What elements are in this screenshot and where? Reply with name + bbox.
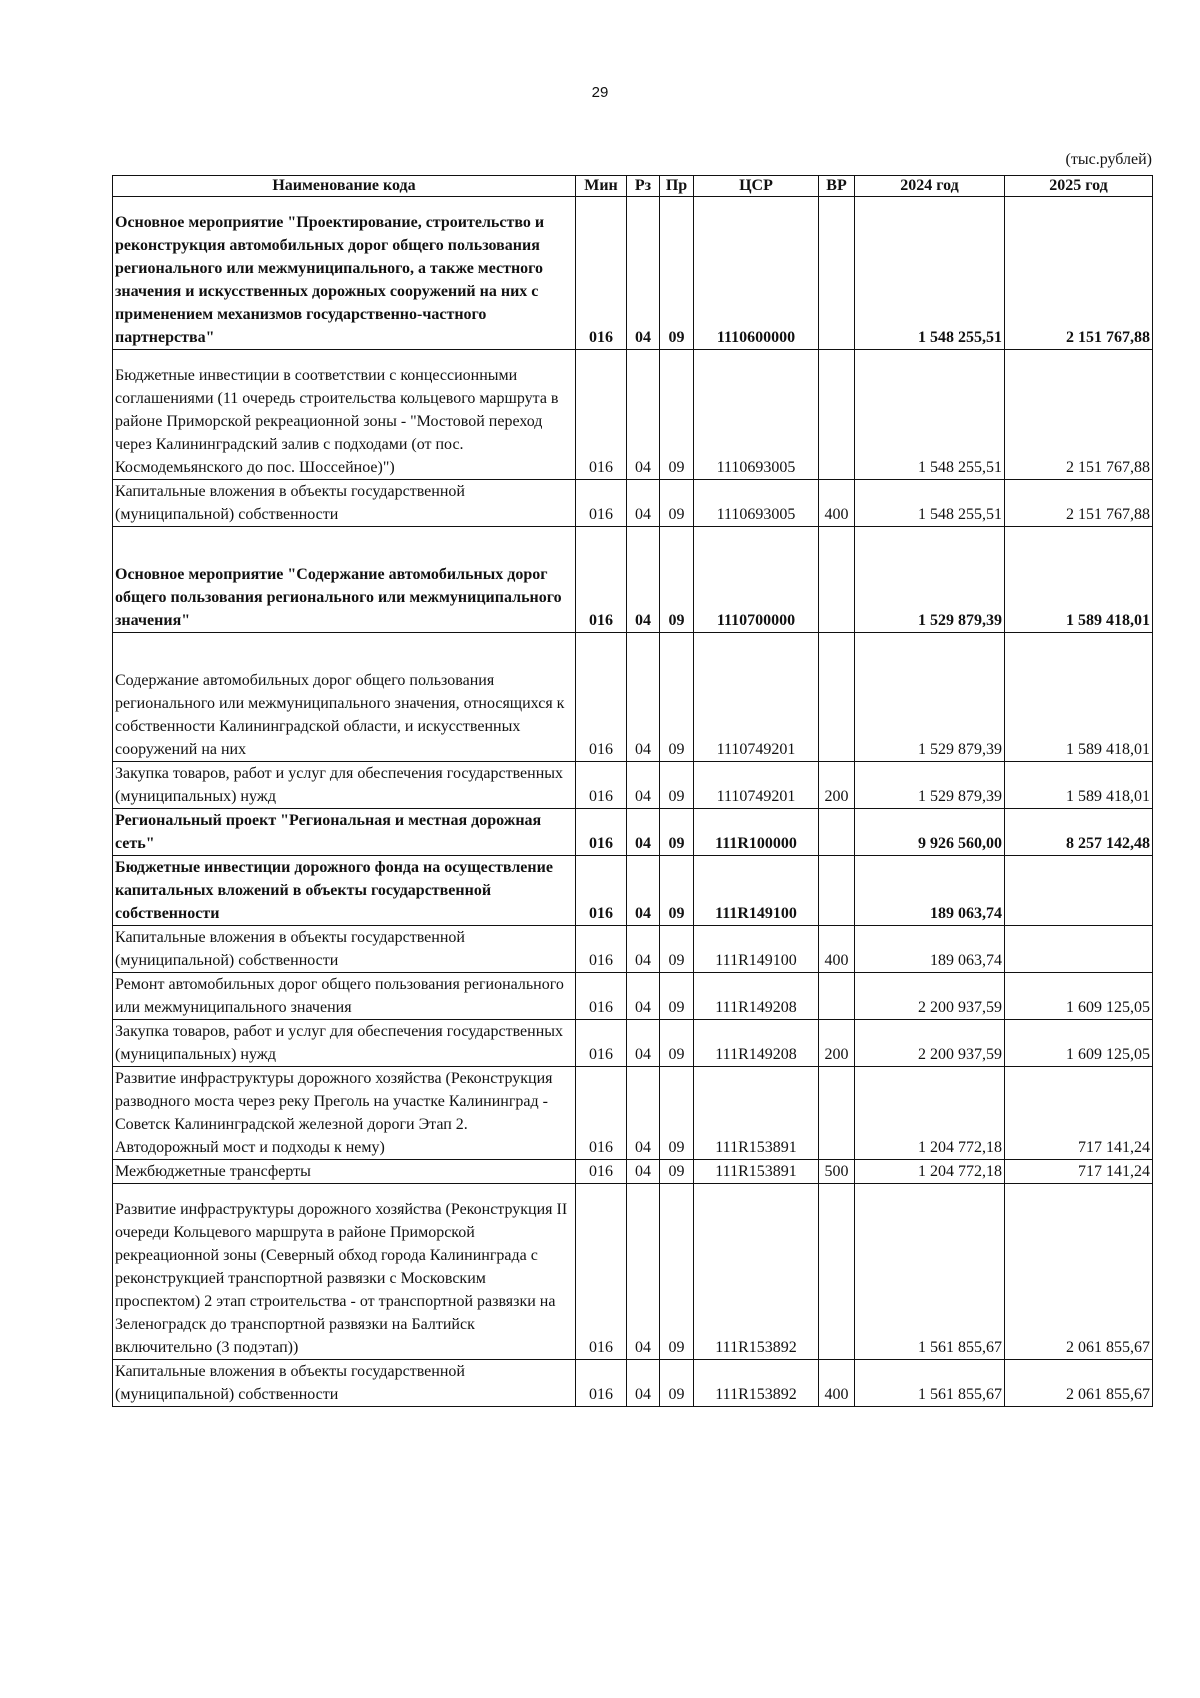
table-row	[113, 527, 1153, 633]
row-vr: 400	[819, 1360, 855, 1407]
row-rz: 04	[627, 480, 660, 527]
row-2025: 717 141,24	[1005, 1067, 1153, 1160]
row-name: Развитие инфраструктуры дорожного хозяйства (Реконструкция II очереди Кольцевого маршрута в районе Приморской рекреационной зоны (Северный обход города Калининграда с реконструкцией транспортной развязки с Московским проспектом) 2 этап строительства - от транспортной развязки на Зеленоградск до транспортной развязки на Балтийск включительно (3 подэтап))	[113, 1184, 576, 1360]
header-2025: 2025 год	[1005, 176, 1153, 197]
row-2024: 1 204 772,18	[855, 1160, 1005, 1184]
row-2024: 2 200 937,59	[855, 973, 1005, 1020]
row-pr: 09	[660, 197, 694, 350]
row-min: 016	[576, 1160, 627, 1184]
row-2024: 1 548 255,51	[855, 480, 1005, 527]
row-min: 016	[576, 762, 627, 809]
row-2025: 717 141,24	[1005, 1160, 1153, 1184]
row-name: Содержание автомобильных дорог общего пользования регионального или межмуниципального значения, относящихся к собственности Калининградской области, и искусственных сооружений на них	[113, 633, 576, 762]
table-row	[113, 480, 1153, 527]
row-csr: 1110693005	[694, 350, 819, 480]
row-2024: 9 926 560,00	[855, 809, 1005, 856]
row-2024: 189 063,74	[855, 926, 1005, 973]
row-min: 016	[576, 926, 627, 973]
row-name: Капитальные вложения в объекты государственной (муниципальной) собственности	[113, 1360, 576, 1407]
units-label: (тыс.рублей)	[1065, 151, 1152, 168]
row-pr: 09	[660, 856, 694, 926]
row-min: 016	[576, 856, 627, 926]
row-2025: 8 257 142,48	[1005, 809, 1153, 856]
row-min: 016	[576, 1360, 627, 1407]
header-csr: ЦСР	[694, 176, 819, 197]
header-vr: ВР	[819, 176, 855, 197]
row-vr: 400	[819, 480, 855, 527]
row-rz: 04	[627, 1360, 660, 1407]
row-2025: 2 151 767,88	[1005, 350, 1153, 480]
row-pr: 09	[660, 1360, 694, 1407]
row-pr: 09	[660, 527, 694, 633]
row-vr	[819, 1067, 855, 1160]
budget-table	[112, 175, 1153, 1407]
row-vr: 200	[819, 762, 855, 809]
row-vr	[819, 527, 855, 633]
row-pr: 09	[660, 1020, 694, 1067]
row-2025: 2 061 855,67	[1005, 1360, 1153, 1407]
row-min: 016	[576, 1184, 627, 1360]
row-2025: 1 589 418,01	[1005, 527, 1153, 633]
row-2024: 189 063,74	[855, 856, 1005, 926]
row-csr: 1110749201	[694, 633, 819, 762]
row-2025	[1005, 856, 1153, 926]
row-csr: 111R149208	[694, 973, 819, 1020]
header-pr: Пр	[660, 176, 694, 197]
row-rz: 04	[627, 197, 660, 350]
table-row	[113, 809, 1153, 856]
table-row	[113, 197, 1153, 350]
header-2024: 2024 год	[855, 176, 1005, 197]
row-vr: 200	[819, 1020, 855, 1067]
row-csr: 1110693005	[694, 480, 819, 527]
row-rz: 04	[627, 1184, 660, 1360]
row-name: Закупка товаров, работ и услуг для обеспечения государственных (муниципальных) нужд	[113, 1020, 576, 1067]
row-vr	[819, 1184, 855, 1360]
row-csr: 1110600000	[694, 197, 819, 350]
row-vr: 400	[819, 926, 855, 973]
header-min: Мин	[576, 176, 627, 197]
row-name: Ремонт автомобильных дорог общего пользования регионального или межмуниципального значения	[113, 973, 576, 1020]
row-2024: 1 561 855,67	[855, 1184, 1005, 1360]
row-2025: 1 609 125,05	[1005, 1020, 1153, 1067]
row-rz: 04	[627, 1020, 660, 1067]
table-row	[113, 926, 1153, 973]
row-rz: 04	[627, 1160, 660, 1184]
row-vr	[819, 973, 855, 1020]
table-row	[113, 762, 1153, 809]
page-number: 29	[591, 84, 609, 101]
row-min: 016	[576, 1067, 627, 1160]
row-2024: 1 548 255,51	[855, 197, 1005, 350]
row-min: 016	[576, 480, 627, 527]
row-2024: 1 204 772,18	[855, 1067, 1005, 1160]
row-name: Межбюджетные трансферты	[113, 1160, 576, 1184]
row-min: 016	[576, 809, 627, 856]
row-pr: 09	[660, 809, 694, 856]
header-rz: Рз	[627, 176, 660, 197]
row-csr: 111R153891	[694, 1067, 819, 1160]
row-2024: 1 529 879,39	[855, 633, 1005, 762]
row-name: Основное мероприятие "Проектирование, строительство и реконструкция автомобильных дорог общего пользования регионального или межмуниципального, а также местного значения и искусственных дорожных сооружений на них с применением механизмов государственно-частного партнерства"	[113, 197, 576, 350]
row-name: Региональный проект "Региональная и местная дорожная сеть"	[113, 809, 576, 856]
row-name: Бюджетные инвестиции в соответствии с концессионными соглашениями (11 очередь строительства кольцевого маршрута в районе Приморской рекреационной зоны - "Мостовой переход через Калининградский залив с подходами (от пос. Космодемьянского до пос. Шоссейное)")	[113, 350, 576, 480]
row-name: Капитальные вложения в объекты государственной (муниципальной) собственности	[113, 480, 576, 527]
row-2024: 2 200 937,59	[855, 1020, 1005, 1067]
header-name: Наименование кода	[113, 176, 576, 197]
row-csr: 111R149100	[694, 926, 819, 973]
row-name: Развитие инфраструктуры дорожного хозяйства (Реконструкция разводного моста через реку Преголь на участке Калининград - Советск Калининградской железной дороги Этап 2. Автодорожный мост и подходы к нему)	[113, 1067, 576, 1160]
row-2024: 1 529 879,39	[855, 762, 1005, 809]
row-2024: 1 548 255,51	[855, 350, 1005, 480]
table-row	[113, 1184, 1153, 1360]
row-min: 016	[576, 350, 627, 480]
row-vr	[819, 856, 855, 926]
table-row	[113, 1360, 1153, 1407]
row-name: Закупка товаров, работ и услуг для обеспечения государственных (муниципальных) нужд	[113, 762, 576, 809]
row-2024: 1 561 855,67	[855, 1360, 1005, 1407]
table-row	[113, 350, 1153, 480]
row-vr	[819, 197, 855, 350]
table-row	[113, 1067, 1153, 1160]
row-2025: 1 609 125,05	[1005, 973, 1153, 1020]
row-rz: 04	[627, 527, 660, 633]
table-row	[113, 633, 1153, 762]
row-csr: 111R149208	[694, 1020, 819, 1067]
row-rz: 04	[627, 973, 660, 1020]
row-name: Капитальные вложения в объекты государственной (муниципальной) собственности	[113, 926, 576, 973]
row-csr: 111R153892	[694, 1360, 819, 1407]
row-2025: 2 061 855,67	[1005, 1184, 1153, 1360]
row-2025: 1 589 418,01	[1005, 762, 1153, 809]
row-pr: 09	[660, 973, 694, 1020]
row-rz: 04	[627, 926, 660, 973]
row-pr: 09	[660, 1184, 694, 1360]
row-vr	[819, 633, 855, 762]
row-rz: 04	[627, 350, 660, 480]
table-header-row	[113, 176, 1153, 197]
row-vr	[819, 809, 855, 856]
table-row	[113, 1020, 1153, 1067]
row-csr: 1110749201	[694, 762, 819, 809]
row-pr: 09	[660, 762, 694, 809]
row-csr: 111R100000	[694, 809, 819, 856]
row-min: 016	[576, 527, 627, 633]
row-pr: 09	[660, 926, 694, 973]
row-csr: 111R153892	[694, 1184, 819, 1360]
row-csr: 111R149100	[694, 856, 819, 926]
row-2024: 1 529 879,39	[855, 527, 1005, 633]
row-rz: 04	[627, 633, 660, 762]
row-min: 016	[576, 633, 627, 762]
table-row	[113, 973, 1153, 1020]
row-rz: 04	[627, 1067, 660, 1160]
row-rz: 04	[627, 856, 660, 926]
row-vr: 500	[819, 1160, 855, 1184]
table-row	[113, 1160, 1153, 1184]
row-pr: 09	[660, 1160, 694, 1184]
row-2025: 2 151 767,88	[1005, 197, 1153, 350]
row-rz: 04	[627, 762, 660, 809]
row-rz: 04	[627, 809, 660, 856]
row-min: 016	[576, 973, 627, 1020]
row-csr: 111R153891	[694, 1160, 819, 1184]
row-pr: 09	[660, 350, 694, 480]
row-min: 016	[576, 197, 627, 350]
row-2025: 2 151 767,88	[1005, 480, 1153, 527]
row-vr	[819, 350, 855, 480]
row-pr: 09	[660, 1067, 694, 1160]
row-2025	[1005, 926, 1153, 973]
row-min: 016	[576, 1020, 627, 1067]
row-2025: 1 589 418,01	[1005, 633, 1153, 762]
table-row	[113, 856, 1153, 926]
row-pr: 09	[660, 480, 694, 527]
row-csr: 1110700000	[694, 527, 819, 633]
row-pr: 09	[660, 633, 694, 762]
row-name: Основное мероприятие "Содержание автомобильных дорог общего пользования регионального или межмуниципального значения"	[113, 527, 576, 633]
row-name: Бюджетные инвестиции дорожного фонда на осуществление капитальных вложений в объекты государственной собственности	[113, 856, 576, 926]
